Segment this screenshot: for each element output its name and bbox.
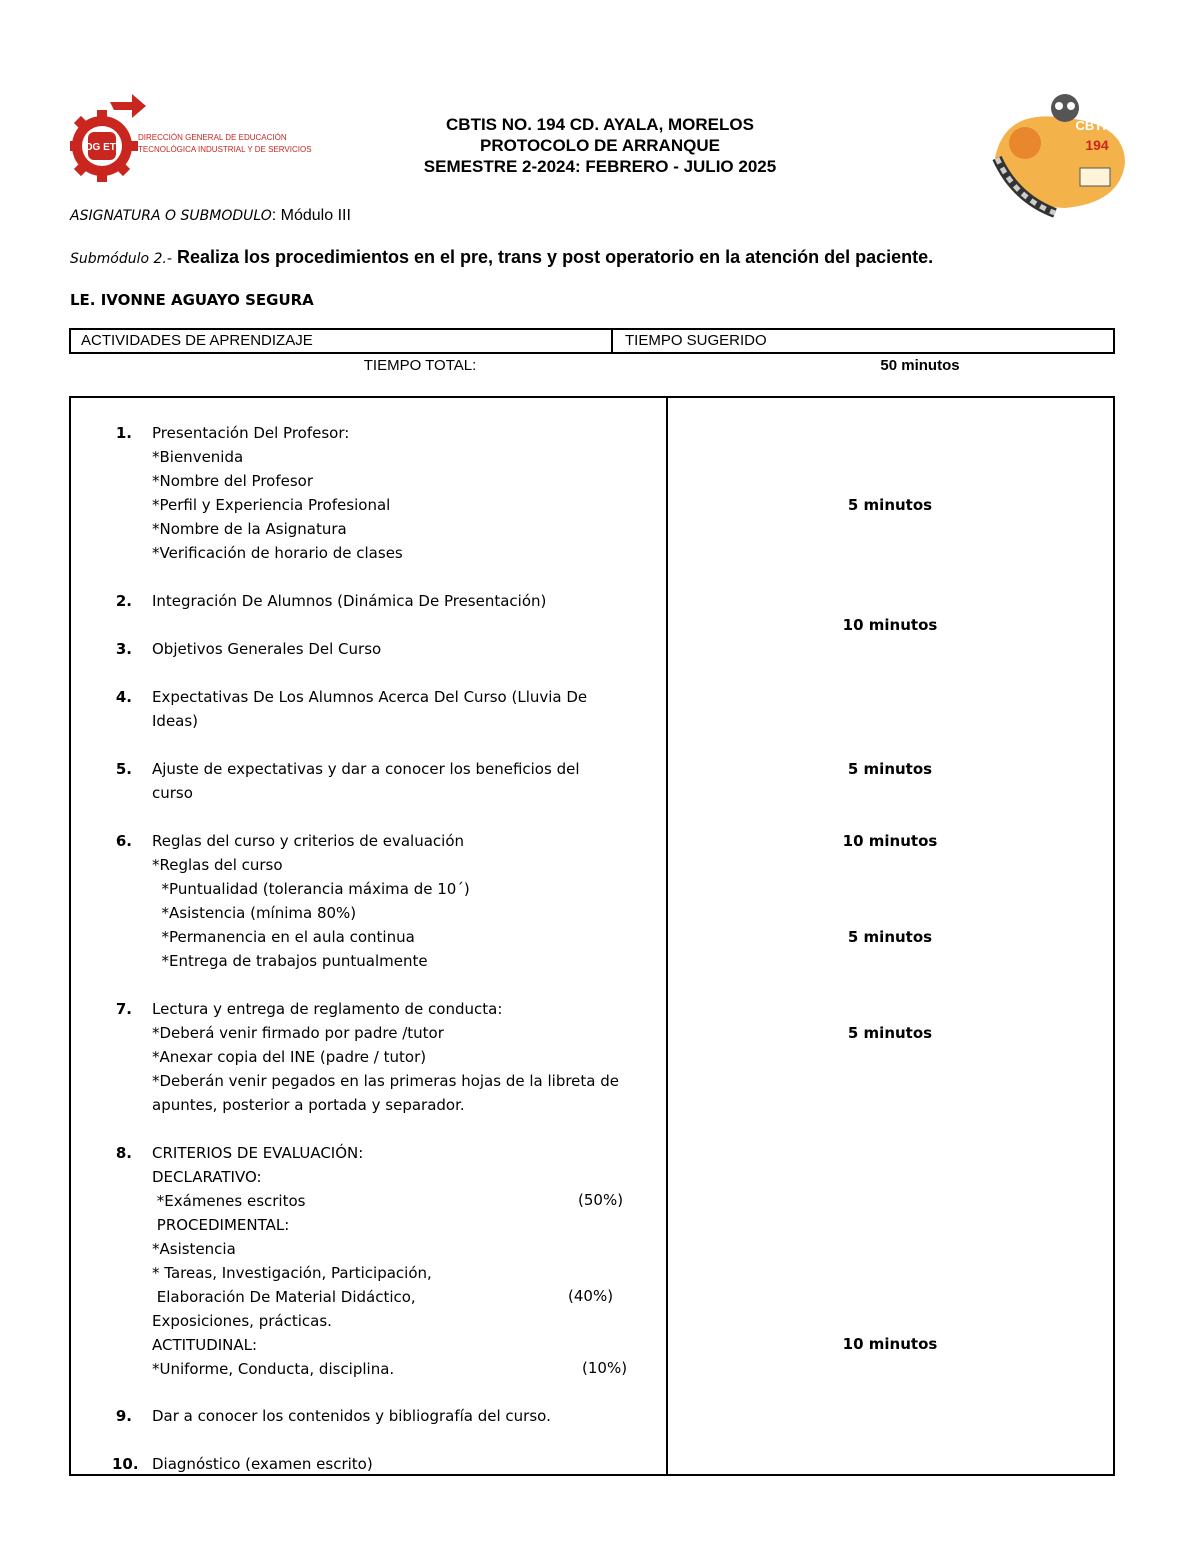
cbtis-logo [985,88,1135,223]
teacher-name: LE. IVONNE AGUAYO SEGURA [70,291,314,309]
activity-line: *Perfil y Experiencia Profesional [152,496,391,514]
activity-line: Dar a conocer los contenidos y bibliografía del curso. [152,1407,551,1425]
activity-line: *Nombre del Profesor [152,472,314,490]
activity-line: Objetivos Generales Del Curso [152,640,382,658]
activity-number: 1. [115,424,132,442]
column-divider [666,396,668,1476]
submodule-label: Submódulo 2.- [70,251,172,267]
activity-line: *Entrega de trabajos puntualmente [152,952,428,970]
activity-line: Lectura y entrega de reglamento de conducta: [152,1000,503,1018]
time-cell: 10 minutos [842,1335,938,1353]
time-cell: 5 minutos [847,496,933,514]
activity-line: Ajuste de expectativas y dar a conocer los beneficios del [152,760,580,778]
subject-line [70,207,351,225]
activity-line: *Deberá venir firmado por padre /tutor [152,1024,444,1042]
time-cell: 5 minutos [847,1024,933,1042]
cbtis-text-2: 194 [1085,137,1109,153]
activity-line: DECLARATIVO: [152,1168,262,1186]
subject-value: : Módulo III [271,207,351,224]
activity-line: *Puntualidad (tolerancia máxima de 10´) [152,880,470,898]
activity-line: Presentación Del Profesor: [152,424,350,442]
time-cell: 5 minutos [847,760,933,778]
time-cell: 5 minutos [847,928,933,946]
gear-icon [70,94,146,182]
table-header [69,328,1115,354]
activity-number: 10. [112,1455,139,1473]
cbtis-text-1: CBTIS [1075,118,1115,133]
activity-line: curso [152,784,193,802]
activity-line: *Deberán venir pegados en las primeras hojas de la libreta de [152,1072,619,1090]
activity-line: *Uniforme, Conducta, disciplina. [152,1360,395,1378]
time-cell: 10 minutos [842,616,938,634]
activity-line: *Reglas del curso [152,856,283,874]
activity-number: 5. [115,760,132,778]
activity-number: 4. [115,688,132,706]
activity-line: *Permanencia en el aula continua [152,928,415,946]
activity-line: *Asistencia (mínima 80%) [152,904,357,922]
dgeti-text-1: DIRECCIÓN GENERAL DE EDUCACIÓN [138,133,287,142]
column-time-header: TIEMPO SUGERIDO [625,332,767,349]
activity-number: 2. [115,592,132,610]
activity-line: *Nombre de la Asignatura [152,520,347,538]
dgeti-badge-text: DG ETI [85,142,119,153]
document-header [300,114,900,177]
submodule-line [70,247,933,268]
dgeti-text-2: TECNOLÓGICA INDUSTRIAL Y DE SERVICIOS [138,145,312,154]
subject-label: ASIGNATURA O SUBMODULO [70,208,272,224]
activity-line: CRITERIOS DE EVALUACIÓN: [152,1144,364,1162]
column-activities-header: ACTIVIDADES DE APRENDIZAJE [71,330,613,352]
activity-line: *Bienvenida [152,448,244,466]
activity-line: *Anexar copia del INE (padre / tutor) [152,1048,427,1066]
activity-line: Diagnóstico (examen escrito) [152,1455,373,1473]
time-cell: 10 minutos [842,832,938,850]
activity-number: 9. [115,1407,132,1425]
activity-line: Ideas) [152,712,199,730]
submodule-value: Realiza los procedimientos en el pre, trans y post operatorio en la atención del paciente. [171,247,934,267]
activity-line: *Exámenes escritos [152,1192,306,1210]
activity-line: * Tareas, Investigación, Participación, [152,1264,432,1282]
header-semester: SEMESTRE 2-2024: FEBRERO - JULIO 2025 [423,157,777,176]
activity-number: 7. [115,1000,132,1018]
total-time-value: 50 minutos [880,357,960,374]
activity-line: apuntes, posterior a portada y separador. [152,1096,465,1114]
activity-number: 3. [115,640,132,658]
activity-number: 6. [115,832,132,850]
activity-line: Expectativas De Los Alumnos Acerca Del Curso (Lluvia De [152,688,588,706]
activity-line: ACTITUDINAL: [152,1336,258,1354]
activity-line: Integración De Alumnos (Dinámica De Presentación) [152,592,547,610]
header-school: CBTIS NO. 194 CD. AYALA, MORELOS [446,115,754,134]
pct-actitudinal: (10%) [582,1359,628,1377]
activity-line: Reglas del curso y criterios de evaluación [152,832,465,850]
activity-line: *Verificación de horario de clases [152,544,403,562]
activity-line: Exposiciones, prácticas. [152,1312,332,1330]
dgeti-logo [70,92,330,202]
pct-declarativo: (50%) [578,1191,624,1209]
header-protocol: PROTOCOLO DE ARRANQUE [480,136,720,155]
activity-line: *Asistencia [152,1240,236,1258]
total-time-label: TIEMPO TOTAL: [363,357,477,374]
activity-number: 8. [115,1144,132,1162]
activity-line: PROCEDIMENTAL: [152,1216,290,1234]
pct-procedimental: (40%) [568,1287,614,1305]
activity-line: Elaboración De Material Didáctico, [152,1288,416,1306]
